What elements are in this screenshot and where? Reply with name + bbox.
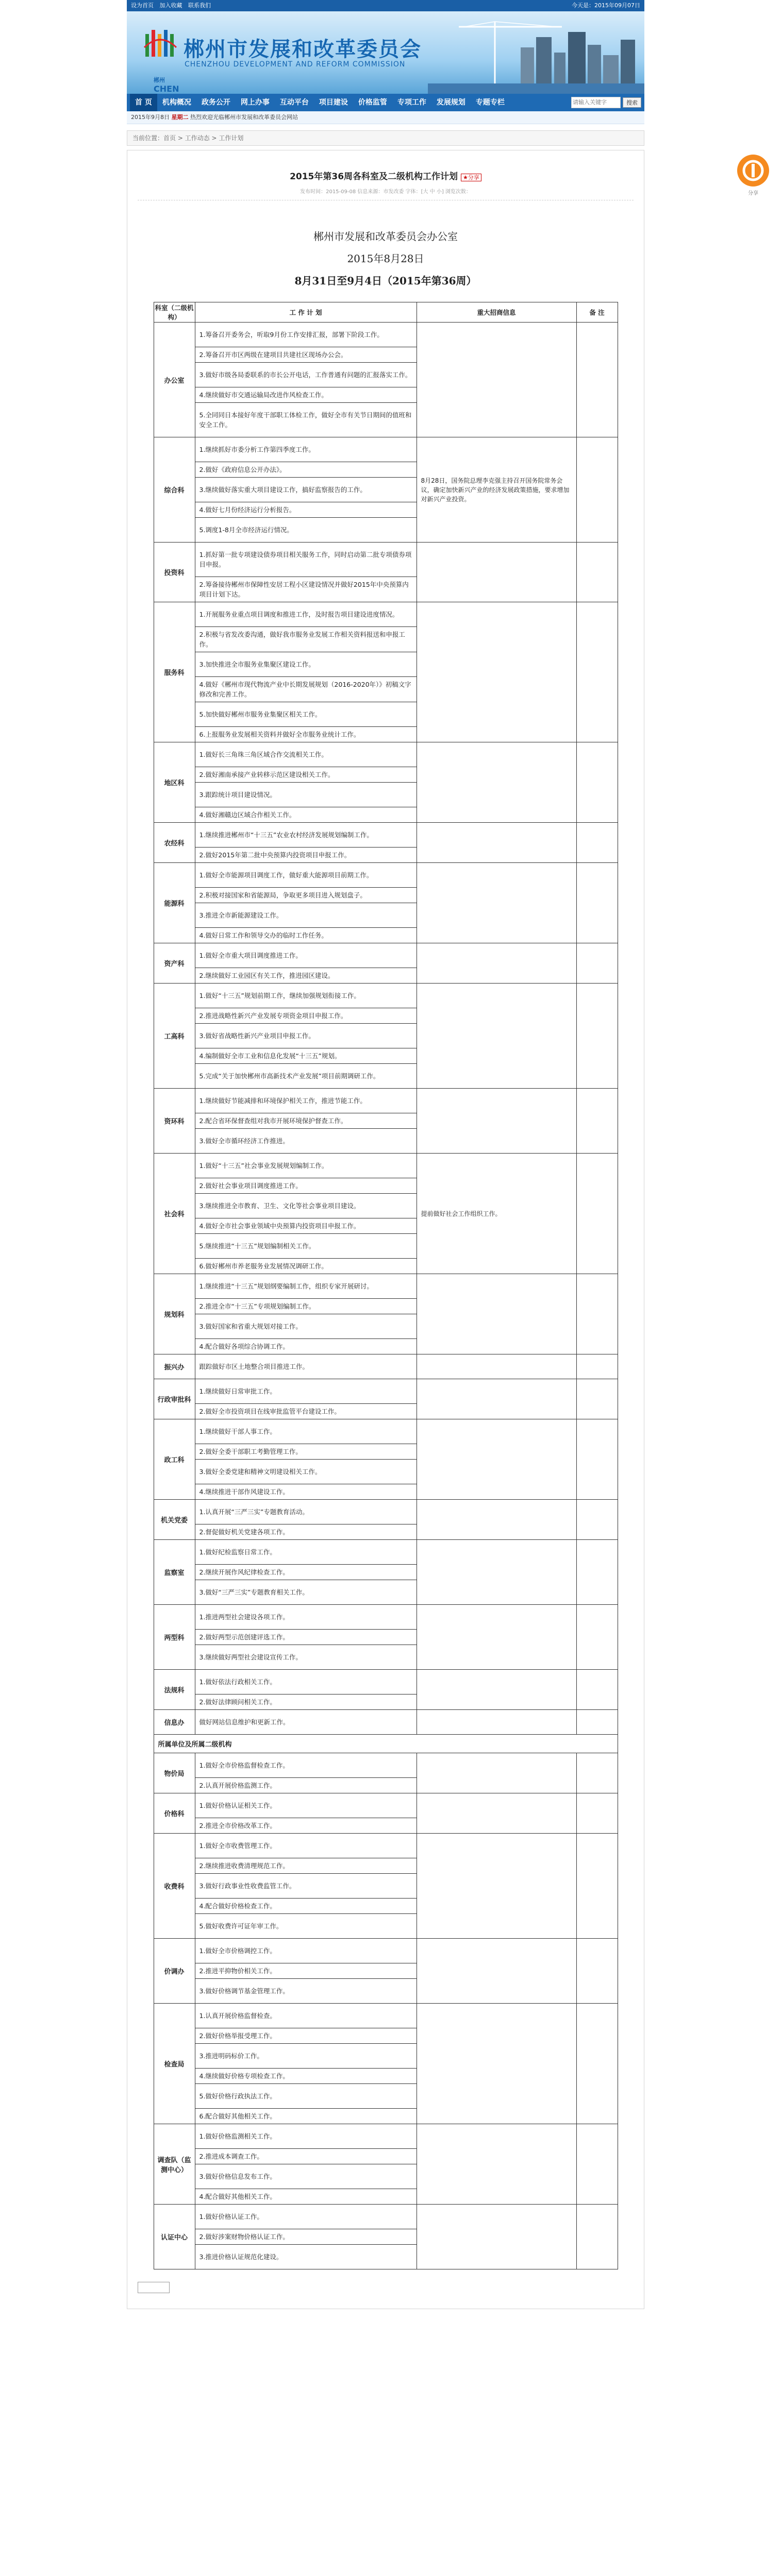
remark-cell <box>576 1753 618 1793</box>
work-plan-item: 1.继续做好日常审批工作。 <box>195 1379 417 1404</box>
work-plan-item: 1.做好全市能源项目调度工作，做好重大能源项目前期工作。 <box>195 863 417 888</box>
work-plan-item: 4.做好七月份经济运行分析报告。 <box>195 502 417 518</box>
remark-cell <box>576 984 618 1089</box>
work-plan-item: 3.做好全委党建和精神文明建设相关工作。 <box>195 1460 417 1484</box>
work-plan-cell <box>195 1753 417 1793</box>
work-plan-cell <box>195 1939 417 2004</box>
remark-cell <box>576 943 618 984</box>
floating-share[interactable] <box>735 155 772 196</box>
work-plan-item: 3.做好价格信息发布工作。 <box>195 2164 417 2189</box>
work-plan-cell <box>195 323 417 437</box>
work-plan-cell <box>195 863 417 943</box>
work-plan-cell <box>195 2124 417 2205</box>
work-plan-item: 1.做好价格认证工作。 <box>195 2205 417 2229</box>
table-row <box>154 863 618 943</box>
contact-link[interactable]: 联系我们 <box>188 2 211 9</box>
info-date: 2015年9月8日 <box>131 114 170 121</box>
dept-cell: 服务科 <box>154 602 195 742</box>
work-plan-item: 3.继续做好两型社会建设宣传工作。 <box>199 1653 302 1661</box>
work-plan-item: 1.做好全市价格调控工作。 <box>195 1939 417 1963</box>
table-header-plan: 工 作 计 划 <box>195 302 417 323</box>
dept-cell: 检查局 <box>154 2004 195 2124</box>
work-plan-cell <box>195 1793 417 1834</box>
dept-cell: 办公室 <box>154 323 195 437</box>
info-bar <box>127 111 644 124</box>
investment-info-cell <box>417 1089 576 1154</box>
work-plan-item: 5.加快做好郴州市服务业集聚区相关工作。 <box>195 702 417 727</box>
nav-price[interactable]: 价格监管 <box>358 98 387 107</box>
table-row <box>154 437 618 543</box>
investment-info-cell <box>417 2124 576 2205</box>
dept-cell: 振兴办 <box>154 1354 195 1379</box>
table-row <box>154 1274 618 1354</box>
remark-cell <box>576 1670 618 1710</box>
work-plan-item: 1.做好价格监测相关工作。 <box>195 2124 417 2149</box>
work-plan-item: 6.上报服务业发展相关资料并做好全市服务业统计工作。 <box>199 731 360 738</box>
nav-online-service[interactable]: 网上办事 <box>240 98 270 107</box>
work-plan-cell <box>195 742 417 823</box>
work-plan-item: 1.继续做好干部人事工作。 <box>195 1419 417 1444</box>
table-row <box>154 1419 618 1500</box>
table-row <box>154 1753 618 1793</box>
work-plan-item: 4.配合做好价格检查工作。 <box>195 1899 417 1914</box>
remark-cell <box>576 1710 618 1735</box>
table-header-investment: 重大招商信息 <box>417 302 576 323</box>
remark-cell <box>576 1419 618 1500</box>
work-plan-item: 1.做好全市收费管理工作。 <box>195 1834 417 1858</box>
investment-info-cell <box>417 1540 576 1605</box>
work-plan-item: 3.做好省战略性新兴产业项目申报工作。 <box>195 1024 417 1048</box>
remark-cell <box>576 823 618 863</box>
work-plan-item: 2.做好两型示范创建评选工作。 <box>195 1630 417 1645</box>
dept-cell: 政工科 <box>154 1419 195 1500</box>
dept-cell: 价格科 <box>154 1793 195 1834</box>
floating-share-label: 分享 <box>748 191 758 196</box>
dept-cell: 农经科 <box>154 823 195 863</box>
nav-gov-affairs[interactable]: 政务公开 <box>201 98 230 107</box>
investment-info-cell <box>417 1834 576 1939</box>
investment-info-cell <box>417 943 576 984</box>
investment-info-cell <box>417 1670 576 1710</box>
work-plan-item: 3.做好市级各局委联系的市长公开电话，工作普通有问题的汇报落实工作。 <box>195 363 417 387</box>
investment-info-cell <box>417 1605 576 1670</box>
remark-cell <box>576 1274 618 1354</box>
work-plan-item: 2.筹备召开市区两级在建项目共建社区现场办公会。 <box>195 347 417 363</box>
dept-cell: 价调办 <box>154 1939 195 2004</box>
investment-info-cell <box>417 602 576 742</box>
work-plan-item: 1.做好全市重大项目调度推进工作。 <box>195 943 417 968</box>
table-row <box>154 1154 618 1274</box>
table-section-row <box>154 1735 618 1753</box>
investment-info-cell <box>417 1753 576 1793</box>
work-plan-item: 4.编制做好全市工业和信息化发展“十三五”规划。 <box>195 1048 417 1064</box>
dept-cell: 信息办 <box>154 1710 195 1735</box>
nav-planning[interactable]: 发展规划 <box>436 98 465 107</box>
work-plan-item: 1.继续做好节能减排和环境保护相关工作，推进节能工作。 <box>195 1089 417 1113</box>
remark-cell <box>576 742 618 823</box>
table-row <box>154 742 618 823</box>
remark-cell <box>576 602 618 742</box>
search-input[interactable] <box>571 97 621 108</box>
dept-cell: 认证中心 <box>154 2205 195 2269</box>
work-plan-item: 1.推进两型社会建设各项工作。 <box>195 1605 417 1630</box>
work-plan-item: 2.做好法律顾问相关工作。 <box>199 1698 276 1706</box>
investment-info-cell <box>417 1939 576 2004</box>
work-plan-item: 1.继续抓好市委分析工作第四季度工作。 <box>195 437 417 462</box>
work-plan-table <box>154 302 618 2269</box>
investment-info-cell <box>417 323 576 437</box>
table-row <box>154 1605 618 1670</box>
dept-cell: 监察室 <box>154 1540 195 1605</box>
table-row <box>154 602 618 742</box>
work-plan-cell <box>195 1710 417 1735</box>
work-plan-item: 2.做好社会事业项目调度推进工作。 <box>195 1178 417 1194</box>
dept-cell: 投资科 <box>154 543 195 602</box>
logo-text: 郴州 CHEN <box>154 77 179 94</box>
add-favorite-link[interactable]: 加入收藏 <box>159 2 182 9</box>
work-plan-item: 4.配合做好各项综合协调工作。 <box>199 1343 289 1350</box>
table-row <box>154 823 618 863</box>
nav-about[interactable]: 机构概况 <box>162 98 191 107</box>
work-plan-cell <box>195 1540 417 1605</box>
work-plan-item: 1.做好全市价格监督检查工作。 <box>195 1753 417 1778</box>
remark-cell <box>576 2124 618 2205</box>
work-plan-item: 2.做好涉案财物价格认证工作。 <box>195 2229 417 2245</box>
nav-topics[interactable]: 专题专栏 <box>475 98 505 107</box>
work-plan-cell <box>195 984 417 1089</box>
work-plan-cell <box>195 543 417 602</box>
work-plan-item: 1.做好长三角珠三角区域合作交流相关工作。 <box>195 742 417 767</box>
search-button[interactable]: 搜索 <box>623 97 641 108</box>
work-plan-item: 3.推进全市新能源建设工作。 <box>195 903 417 928</box>
work-plan-item: 5.调度1-8月全市经济运行情况。 <box>199 526 293 534</box>
table-row <box>154 1379 618 1419</box>
table-row <box>154 2205 618 2269</box>
remark-cell <box>576 863 618 943</box>
work-plan-item: 3.继续做好落实重大项目建设工作，搞好监察报告的工作。 <box>195 478 417 502</box>
article-title: 2015年第36周各科室及二级机构工作计划 ★分享 <box>138 169 634 182</box>
work-plan-item: 2.配合省环保督查组对我市开展环境保护督查工作。 <box>195 1113 417 1129</box>
work-plan-item: 3.做好价格调节基金管理工作。 <box>199 1987 289 1995</box>
work-plan-item: 4.做好全市社会事业领域中央预算内投资项目申报工作。 <box>195 1218 417 1234</box>
work-plan-item: 1.认真开展价格监督检查。 <box>195 2004 417 2028</box>
top-date: 今天是：2015年09月07日 <box>572 2 640 9</box>
work-plan-item: 2.认真开展价格监测工作。 <box>199 1782 276 1789</box>
table-header-dept: 科室（二级机构） <box>154 302 195 323</box>
work-plan-item: 2.积极对接国家和省能源局，争取更多项目进入规划盘子。 <box>195 888 417 903</box>
remark-cell <box>576 1379 618 1419</box>
work-plan-cell <box>195 1154 417 1274</box>
investment-info-cell <box>417 1419 576 1500</box>
table-row <box>154 1354 618 1379</box>
article-heading-date: 2015年8月28日 <box>347 252 424 265</box>
dept-cell: 能源科 <box>154 863 195 943</box>
work-plan-item: 1.抓好第一批专项建设债券项目相关服务工作，同时启动第二批专项债券项目申报。 <box>195 543 417 577</box>
work-plan-item: 3.加快推进全市服务业集聚区建设工作。 <box>195 652 417 677</box>
investment-info-cell <box>417 984 576 1089</box>
nav-home[interactable]: 首 页 <box>130 94 157 111</box>
table-row <box>154 1939 618 2004</box>
investment-info-cell <box>417 823 576 863</box>
investment-info-cell <box>417 1500 576 1540</box>
work-plan-item: 3.做好全市循环经济工作推进。 <box>199 1137 289 1145</box>
info-text: 热烈欢迎光临郴州市发展和改革委员会网站 <box>190 114 298 121</box>
dept-cell: 法规科 <box>154 1670 195 1710</box>
investment-info-cell <box>417 2205 576 2269</box>
info-weekday: 星期二 <box>171 114 189 121</box>
work-plan-cell <box>195 2004 417 2124</box>
logo-icon <box>142 27 178 73</box>
work-plan-item: 3.跟踪统计项目建设情况。 <box>195 783 417 807</box>
table-row <box>154 943 618 984</box>
remark-cell <box>576 1605 618 1670</box>
work-plan-item: 4.继续推进干部作风建设工作。 <box>199 1488 289 1496</box>
investment-info-cell <box>417 1379 576 1419</box>
table-section-title: 所属单位及所属二级机构 <box>154 1735 618 1753</box>
remark-cell <box>576 2205 618 2269</box>
table-header-remark: 备 注 <box>576 302 618 323</box>
article-heading-office: 郴州市发展和改革委员会办公室 <box>313 230 458 243</box>
investment-info-cell: 提前做好社会工作组织工作。 <box>417 1154 576 1274</box>
work-plan-item: 跟踪做好市区土地整合项目推进工作。 <box>199 1363 309 1370</box>
investment-info-cell <box>417 543 576 602</box>
work-plan-item: 4.配合做好其他相关工作。 <box>199 2193 276 2200</box>
work-plan-item: 1.筹备召开委务会，听取9月份工作安排汇报，部署下阶段工作。 <box>195 323 417 347</box>
work-plan-item: 1.做好纪检监察日常工作。 <box>195 1540 417 1565</box>
dept-cell: 物价局 <box>154 1753 195 1793</box>
set-homepage-link[interactable]: 设为首页 <box>131 2 154 9</box>
work-plan-item: 4.继续做好价格专项检查工作。 <box>195 2069 417 2084</box>
remark-cell <box>576 437 618 543</box>
work-plan-item: 2.做好全市投资项目在线审批监管平台建设工作。 <box>199 1408 341 1415</box>
work-plan-item: 2.继续做好工业园区有关工作，推进园区建设。 <box>199 972 335 979</box>
skyline-illustration <box>428 16 644 94</box>
remark-cell <box>576 1939 618 2004</box>
pager-box[interactable] <box>138 2282 170 2293</box>
main-nav <box>127 94 644 111</box>
table-row <box>154 1089 618 1154</box>
remark-cell <box>576 1793 618 1834</box>
work-plan-item: 5.做好价格行政执法工作。 <box>195 2084 417 2109</box>
work-plan-cell <box>195 1500 417 1540</box>
work-plan-item: 1.开展服务业重点项目调度和推进工作，及时报告项目建设进度情况。 <box>195 602 417 627</box>
work-plan-item: 1.继续推进“十三五”规划纲要编制工作，组织专家开展研讨。 <box>195 1274 417 1299</box>
work-plan-cell <box>195 1274 417 1354</box>
work-plan-item: 2.做好2015年第二批中央预算内投资项目申报工作。 <box>199 851 351 859</box>
share-circle-icon[interactable] <box>737 155 769 187</box>
investment-info-cell <box>417 742 576 823</box>
work-plan-item: 5.完成“关于加快郴州市高新技术产业发展”项目前期调研工作。 <box>199 1072 380 1080</box>
work-plan-item: 2.推进全市价格改革工作。 <box>199 1822 276 1829</box>
work-plan-item: 6.配合做好其他相关工作。 <box>199 2112 276 2120</box>
table-row <box>154 1670 618 1710</box>
remark-cell <box>576 1500 618 1540</box>
dept-cell: 两型科 <box>154 1605 195 1670</box>
header-banner <box>127 11 644 94</box>
work-plan-item: 2.督促做好机关党建各项工作。 <box>199 1528 289 1536</box>
work-plan-item: 2.推进战略性新兴产业发展专项资金项目申报工作。 <box>195 1008 417 1024</box>
work-plan-cell <box>195 1605 417 1670</box>
work-plan-item: 4.做好日常工作和领导交办的临时工作任务。 <box>199 931 328 939</box>
dept-cell: 资环科 <box>154 1089 195 1154</box>
dept-cell: 地区科 <box>154 742 195 823</box>
work-plan-item: 5.全同同日本接好年度干部职工体检工作，做好全市有关节日期间的值班和安全工作。 <box>199 411 412 429</box>
work-plan-item: 5.继续推进“十三五”规划编制相关工作。 <box>195 1234 417 1259</box>
work-plan-item: 2.做好湘南承接产业转移示范区建设相关工作。 <box>195 767 417 783</box>
top-bar <box>127 0 644 11</box>
breadcrumb: 当前位置：首页 > 工作动态 > 工作计划 <box>127 130 644 146</box>
work-plan-item: 2.推进全市“十三五”专项规划编制工作。 <box>195 1299 417 1314</box>
work-plan-item: 3.推进明码标价工作。 <box>195 2044 417 2069</box>
work-plan-item: 6.做好郴州市养老服务业发展情况调研工作。 <box>199 1262 328 1270</box>
work-plan-item: 2.做好全委干部职工考勤管理工作。 <box>195 1444 417 1460</box>
dept-cell: 规划科 <box>154 1274 195 1354</box>
article-heading-week: 8月31日至9月4日（2015年第36周） <box>294 275 477 287</box>
dept-cell: 社会科 <box>154 1154 195 1274</box>
work-plan-item: 1.继续推进郴州市“十三五”农业农村经济发展规划编制工作。 <box>195 823 417 848</box>
work-plan-cell <box>195 823 417 863</box>
remark-cell <box>576 1834 618 1939</box>
work-plan-item: 3.继续推进全市教育、卫生、文化等社会事业项目建设。 <box>195 1194 417 1218</box>
table-row <box>154 1710 618 1735</box>
work-plan-item: 1.做好价格认证相关工作。 <box>195 1793 417 1818</box>
work-plan-cell <box>195 1419 417 1500</box>
dept-cell: 机关党委 <box>154 1500 195 1540</box>
dept-cell: 资产科 <box>154 943 195 984</box>
remark-cell <box>576 543 618 602</box>
work-plan-cell <box>195 1354 417 1379</box>
investment-info-cell <box>417 1274 576 1354</box>
investment-info-cell <box>417 1354 576 1379</box>
table-row <box>154 1500 618 1540</box>
nav-interaction[interactable]: 互动平台 <box>279 98 309 107</box>
work-plan-item: 1.认真开展“三严三实”专题教育活动。 <box>195 1500 417 1524</box>
remark-cell <box>576 1354 618 1379</box>
work-plan-item: 2.做好价格举报受理工作。 <box>195 2028 417 2044</box>
table-row <box>154 2124 618 2205</box>
dept-cell: 收费科 <box>154 1834 195 1939</box>
table-row <box>154 1540 618 1605</box>
remark-cell <box>576 1540 618 1605</box>
investment-info-cell <box>417 2004 576 2124</box>
investment-info-cell <box>417 1710 576 1735</box>
work-plan-cell <box>195 1379 417 1419</box>
work-plan-item: 3.做好“三严三实”专题教育相关工作。 <box>199 1588 309 1596</box>
work-plan-cell <box>195 437 417 543</box>
work-plan-item: 2.筹备接待郴州市保障性安居工程小区建设情况并做好2015年中央预算内项目计划下达。 <box>199 581 409 598</box>
work-plan-item: 1.做好“十三五”规划前期工作，继续加强规划衔接工作。 <box>195 984 417 1008</box>
work-plan-item: 2.积极与省发改委沟通，做好我市服务业发展工作相关资料报送和申报工作。 <box>195 627 417 652</box>
investment-info-cell <box>417 1793 576 1834</box>
nav-projects[interactable]: 项目建设 <box>319 98 348 107</box>
table-row <box>154 1793 618 1834</box>
table-row <box>154 984 618 1089</box>
work-plan-cell <box>195 2205 417 2269</box>
investment-info-cell: 8月28日，国务院总理李克强主持召开国务院常务会议，确定加快新兴产业的经济发展政策措施，要求增加对新兴产业投资。 <box>417 437 576 543</box>
table-row <box>154 323 618 437</box>
work-plan-item: 2.继续推进收费清理规范工作。 <box>195 1858 417 1874</box>
site-title: 郴州市发展和改革委员会 <box>184 37 422 61</box>
work-plan-item: 5.做好收费许可证年审工作。 <box>199 1922 283 1930</box>
investment-info-cell <box>417 863 576 943</box>
table-row <box>154 543 618 602</box>
work-plan-item: 2.推进平抑物价相关工作。 <box>195 1963 417 1979</box>
search-box <box>571 97 641 108</box>
remark-cell <box>576 323 618 437</box>
table-row <box>154 2004 618 2124</box>
dept-cell: 行政审批科 <box>154 1379 195 1419</box>
share-tag[interactable]: ★分享 <box>461 174 481 181</box>
article-meta: 发布时间：2015-09-08 信息来源：市发改委 字体：[大 中 小] 浏览次数： <box>138 187 634 200</box>
work-plan-item: 3.做好行政事业性收费监管工作。 <box>195 1874 417 1899</box>
work-plan-item: 2.做好《政府信息公开办法》。 <box>195 462 417 478</box>
article-container <box>127 150 644 2309</box>
work-plan-item: 4.做好《郴州市现代物流产业中长期发展规划（2016-2020年）》初稿文字修改和完善工作。 <box>195 677 417 702</box>
work-plan-cell <box>195 943 417 984</box>
work-plan-item: 3.推进价格认证规范化建设。 <box>199 2253 283 2261</box>
dept-cell: 工高科 <box>154 984 195 1089</box>
work-plan-item: 4.继续做好市交通运输局改进作风检查工作。 <box>195 387 417 403</box>
work-plan-item: 2.继续开展作风纪律检查工作。 <box>195 1565 417 1580</box>
work-plan-cell <box>195 1670 417 1710</box>
work-plan-item: 3.做好国家和省重大规划对接工作。 <box>195 1314 417 1339</box>
table-body <box>154 323 618 2269</box>
dept-cell: 综合科 <box>154 437 195 543</box>
site-title-en: CHENZHOU DEVELOPMENT AND REFORM COMMISSION <box>185 60 406 69</box>
work-plan-item: 1.做好依法行政相关工作。 <box>195 1670 417 1694</box>
work-plan-item: 2.推进成本调查工作。 <box>195 2149 417 2164</box>
work-plan-item: 1.做好“十三五”社会事业发展规划编制工作。 <box>195 1154 417 1178</box>
work-plan-cell <box>195 1834 417 1939</box>
work-plan-item: 做好网站信息维护和更新工作。 <box>199 1718 290 1726</box>
remark-cell <box>576 1089 618 1154</box>
nav-special-work[interactable]: 专项工作 <box>397 98 426 107</box>
dept-cell: 调查队（监测中心） <box>154 2124 195 2205</box>
work-plan-cell <box>195 602 417 742</box>
table-row <box>154 1834 618 1939</box>
work-plan-cell <box>195 1089 417 1154</box>
remark-cell <box>576 1154 618 1274</box>
remark-cell <box>576 2004 618 2124</box>
work-plan-item: 4.做好湘赣边区域合作相关工作。 <box>199 811 296 819</box>
